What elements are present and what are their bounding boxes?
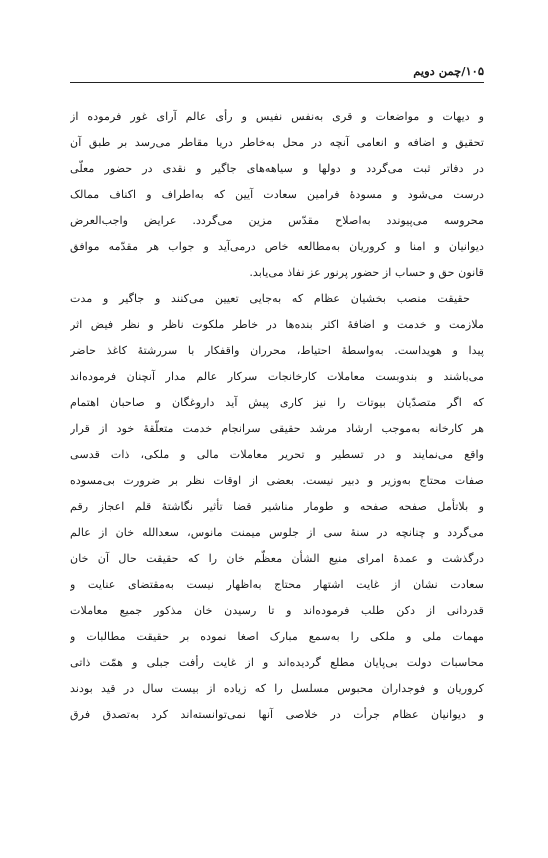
text-line: محروسه می‌پیوندد به‌اصلاح مقدّس مزین می‌گردد. عرایض واجب‌العرض [70, 214, 484, 227]
text-line: پیدا و هویداست. به‌واسطهٔ احتیاط، محرران واقفکار با سررشتهٔ کاغذ حاضر [70, 344, 484, 357]
text-line: مهمات ملی و ملکی را به‌سمع مبارک اصغا نموده بر حقیقت مطالبات و [70, 630, 484, 643]
text-line: قانون حق و حساب از حضور پرنور عز نفاذ می‌یابد. [249, 266, 484, 279]
text-line: کروریان و فوجداران محبوس مسلسل را که زیاده از بیست سال در قید بودند [70, 682, 484, 695]
text-line: درست می‌شود و مسودهٔ فرامین سعادت آیین که به‌اطراف و اکناف ممالک [70, 188, 484, 201]
header-rule [70, 82, 484, 83]
text-line: محاسبات دولت بی‌پایان مطلع گردیده‌اند و از غایت رأفت جبلی و همّت ذاتی [70, 656, 484, 669]
text-line: می‌گردد و چنانچه در سنهٔ سی از جلوس میمنت مانوس، سعدالله خان از عالم [70, 526, 484, 539]
text-line: که اگر متصدّیان بیوتات را نیز کاری پیش آید داروغگان و صاحبان اهتمام [70, 396, 484, 409]
text-line: تحقیق و اضافه و انعامی آنچه در محل به‌خاطر دریا مقاطر می‌رسد بر طبق آن [70, 136, 484, 149]
text-line: قدردانی از دکن طلب فرموده‌اند و تا رسیدن خان مذکور جمیع معاملات [70, 604, 484, 617]
paragraph-2 [70, 286, 484, 728]
text-line: می‌باشند و بندوبست معاملات کارخانجات سرکار عالم مدار آنچنان فرموده‌اند [70, 370, 484, 383]
text-line: واقع می‌نمایند و در تسطیر و تحریر معاملات مالی و ملکی، ذات قدسی [70, 448, 484, 461]
running-head: ۱۰۵/چمن دویم [413, 64, 484, 78]
text-line: و بلاتأمل صفحه صفحه و طومار مناشیر قضا تأثیر نگاشتهٔ قلم اعجاز رقم [70, 500, 484, 513]
text-line: هر کارخانه به‌موجب ارشاد مرشد حقیقی سرانجام خدمت متعلّقهٔ خود از قرار [70, 422, 484, 435]
text-line: ملازمت و خدمت و اضافهٔ اکثر بنده‌ها در خاطر ملکوت ناظر و نظر فیض اثر [70, 318, 484, 331]
text-line: و دیهات و مواضعات و قری به‌نفس نفیس و رأی عالم آرای غور فرموده از [70, 110, 484, 123]
text-line: حقیقت منصب بخشیان عظام که به‌جایی تعیین می‌کنند و جاگیر و مدت [70, 292, 470, 305]
text-line: صفات محتاج به‌وزیر و دبیر نیست. بعضی از اوقات نظر بر ضرورت بی‌مسوده [70, 474, 484, 487]
text-line: درگذشت و عمدهٔ امرای منیع الشأن معظّم خان را که حقیقت حال آن خان [70, 552, 484, 565]
text-line: دیوانیان و امنا و کروریان به‌مطالعه خاص درمی‌آید و جواب هر مقدّمه موافق [70, 240, 484, 253]
book-page [70, 0, 484, 858]
body-text [70, 104, 484, 728]
text-line: سعادت نشان از غایت اشتهار محتاج به‌اظهار نیست به‌مقتضای عنایت و [70, 578, 484, 591]
text-line: و دیوانیان عظام جرأت در خلاصی آنها نمی‌توانسته‌اند کرد به‌تصدق فرق [70, 708, 484, 721]
paragraph-1 [70, 104, 484, 286]
text-line: در دفاتر ثبت می‌گردد و دولها و سیاهه‌های جاگیر و نقدی در حضور معلّی [70, 162, 484, 175]
